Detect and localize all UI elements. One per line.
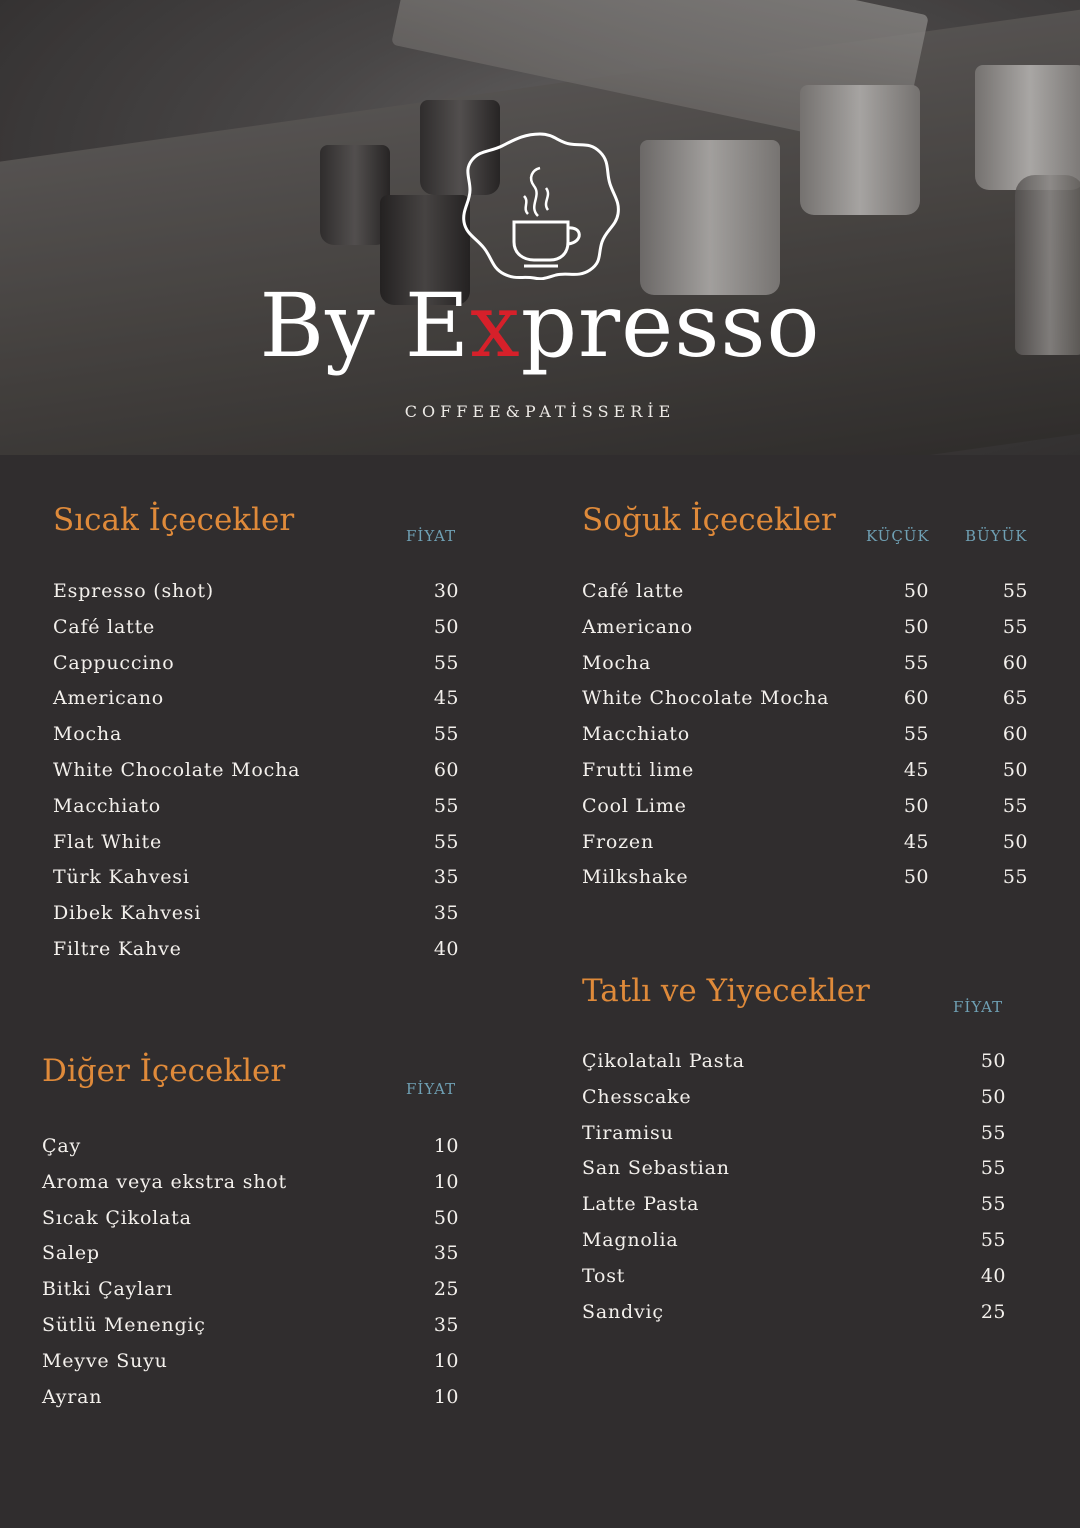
- menu-item-price: 35: [433, 1242, 459, 1265]
- menu-item-price: 35: [433, 902, 459, 925]
- menu-item-large: 60: [1002, 723, 1028, 746]
- menu-item-price: 50: [433, 615, 459, 638]
- menu-item-large: 60: [1002, 651, 1028, 674]
- menu-item-small: 55: [903, 651, 929, 674]
- menu-item-price: 10: [433, 1349, 459, 1372]
- menu-item-price: 30: [433, 580, 459, 602]
- menu-item-name: Café latte: [582, 580, 685, 602]
- menu-item-name: San Sebastian: [582, 1157, 730, 1180]
- menu-item-price: 40: [980, 1264, 1006, 1287]
- menu-item-large: 55: [1002, 866, 1028, 889]
- menu-item-small: 45: [903, 759, 929, 781]
- section-title: Sıcak İçecekler: [53, 502, 295, 538]
- brand-title: [0, 274, 1080, 377]
- menu-item-small: 55: [903, 723, 929, 746]
- menu-item-name: Café latte: [53, 615, 156, 638]
- price-column-header: FİYAT: [406, 527, 457, 545]
- large-column-header: BÜYÜK: [965, 527, 1028, 545]
- other-drinks-section: [42, 1053, 462, 1423]
- menu-item-large: 55: [1002, 794, 1028, 817]
- menu-item-name: Tiramisu: [582, 1121, 674, 1144]
- menu-item-small: 50: [903, 580, 929, 602]
- menu-item-name: Filtre Kahve: [53, 938, 182, 960]
- menu-item-price: 50: [980, 1050, 1006, 1072]
- menu-item-name: White Chocolate Mocha: [53, 759, 301, 781]
- menu-item-name: Ayran: [42, 1385, 103, 1408]
- menu-item-small: 45: [903, 830, 929, 853]
- menu-item-name: Macchiato: [582, 723, 690, 746]
- menu-item-name: Milkshake: [582, 866, 689, 889]
- menu-item-price: 35: [433, 1314, 459, 1336]
- menu-item-name: Flat White: [53, 830, 162, 853]
- menu-item-price: 45: [433, 687, 459, 710]
- menu-item-small: 50: [903, 615, 929, 638]
- menu-item-name: Meyve Suyu: [42, 1349, 168, 1372]
- menu-item-name: Americano: [53, 687, 164, 710]
- price-column-header: FİYAT: [953, 998, 1004, 1016]
- menu-item-price: 55: [980, 1193, 1006, 1216]
- menu-item-price: 40: [433, 938, 459, 960]
- menu-item-name: Aroma veya ekstra shot: [42, 1170, 287, 1193]
- menu-item-price: 55: [980, 1229, 1006, 1251]
- menu-item-name: Sandviç: [582, 1300, 664, 1323]
- menu-item-name: Sıcak Çikolata: [42, 1206, 192, 1229]
- menu-item-name: Americano: [582, 615, 693, 638]
- tagline: COFFEE&PATİSSERİE: [404, 402, 676, 421]
- menu-item-price: 55: [980, 1157, 1006, 1180]
- menu-item-price: 25: [433, 1278, 459, 1301]
- menu-item-name: Dibek Kahvesi: [53, 902, 202, 925]
- menu-item-small: 60: [903, 687, 929, 710]
- menu-item-name: White Chocolate Mocha: [582, 687, 830, 710]
- menu-item-large: 65: [1002, 687, 1028, 710]
- menu-item-name: Sütlü Menengiç: [42, 1314, 206, 1336]
- menu-item-large: 50: [1002, 830, 1028, 853]
- menu-item-name: Salep: [42, 1242, 100, 1265]
- menu-item-name: Çay: [42, 1135, 81, 1157]
- menu-item-price: 50: [433, 1206, 459, 1229]
- section-title: Soğuk İçecekler: [582, 502, 836, 538]
- menu-item-price: 55: [980, 1121, 1006, 1144]
- desserts-section: [582, 973, 1012, 1343]
- menu-item-large: 55: [1002, 615, 1028, 638]
- menu-item-price: 10: [433, 1135, 459, 1157]
- menu-item-name: Mocha: [53, 723, 123, 746]
- menu-item-small: 50: [903, 866, 929, 889]
- brand-x: x: [470, 274, 521, 377]
- menu-item-name: Çikolatalı Pasta: [582, 1050, 745, 1072]
- menu-item-name: Türk Kahvesi: [53, 866, 190, 889]
- brand-suffix: presso: [520, 274, 821, 377]
- menu-item-price: 60: [433, 759, 459, 781]
- menu-item-price: 10: [433, 1385, 459, 1408]
- section-title: Diğer İçecekler: [42, 1053, 286, 1089]
- menu-item-name: Cool Lime: [582, 794, 687, 817]
- menu-item-name: Macchiato: [53, 794, 161, 817]
- menu-item-price: 55: [433, 723, 459, 746]
- menu-item-price: 55: [433, 651, 459, 674]
- menu-item-name: Chesscake: [582, 1085, 692, 1108]
- coffee-cup-badge-icon: [458, 130, 622, 280]
- menu-item-name: Frutti lime: [582, 759, 695, 781]
- cold-drinks-section: [582, 502, 1042, 902]
- menu-item-price: 10: [433, 1170, 459, 1193]
- menu-item-name: Frozen: [582, 830, 654, 853]
- section-title: Tatlı ve Yiyecekler: [582, 973, 870, 1009]
- menu-item-name: Bitki Çayları: [42, 1278, 173, 1301]
- menu-item-price: 25: [980, 1300, 1006, 1323]
- menu-item-price: 50: [980, 1085, 1006, 1108]
- menu-item-price: 55: [433, 830, 459, 853]
- hot-drinks-section: [53, 502, 463, 972]
- menu-item-small: 50: [903, 794, 929, 817]
- menu-item-price: 55: [433, 794, 459, 817]
- menu-item-price: 35: [433, 866, 459, 889]
- menu-item-large: 55: [1002, 580, 1028, 602]
- menu-item-large: 50: [1002, 759, 1028, 781]
- menu-item-name: Cappuccino: [53, 651, 175, 674]
- menu-item-name: Espresso (shot): [53, 580, 214, 602]
- menu-item-name: Tost: [582, 1264, 626, 1287]
- price-column-header: FİYAT: [406, 1080, 457, 1098]
- small-column-header: KÜÇÜK: [866, 527, 930, 545]
- brand-prefix: By E: [259, 274, 471, 377]
- menu-item-name: Latte Pasta: [582, 1193, 700, 1216]
- menu-item-name: Mocha: [582, 651, 652, 674]
- menu-item-name: Magnolia: [582, 1229, 679, 1251]
